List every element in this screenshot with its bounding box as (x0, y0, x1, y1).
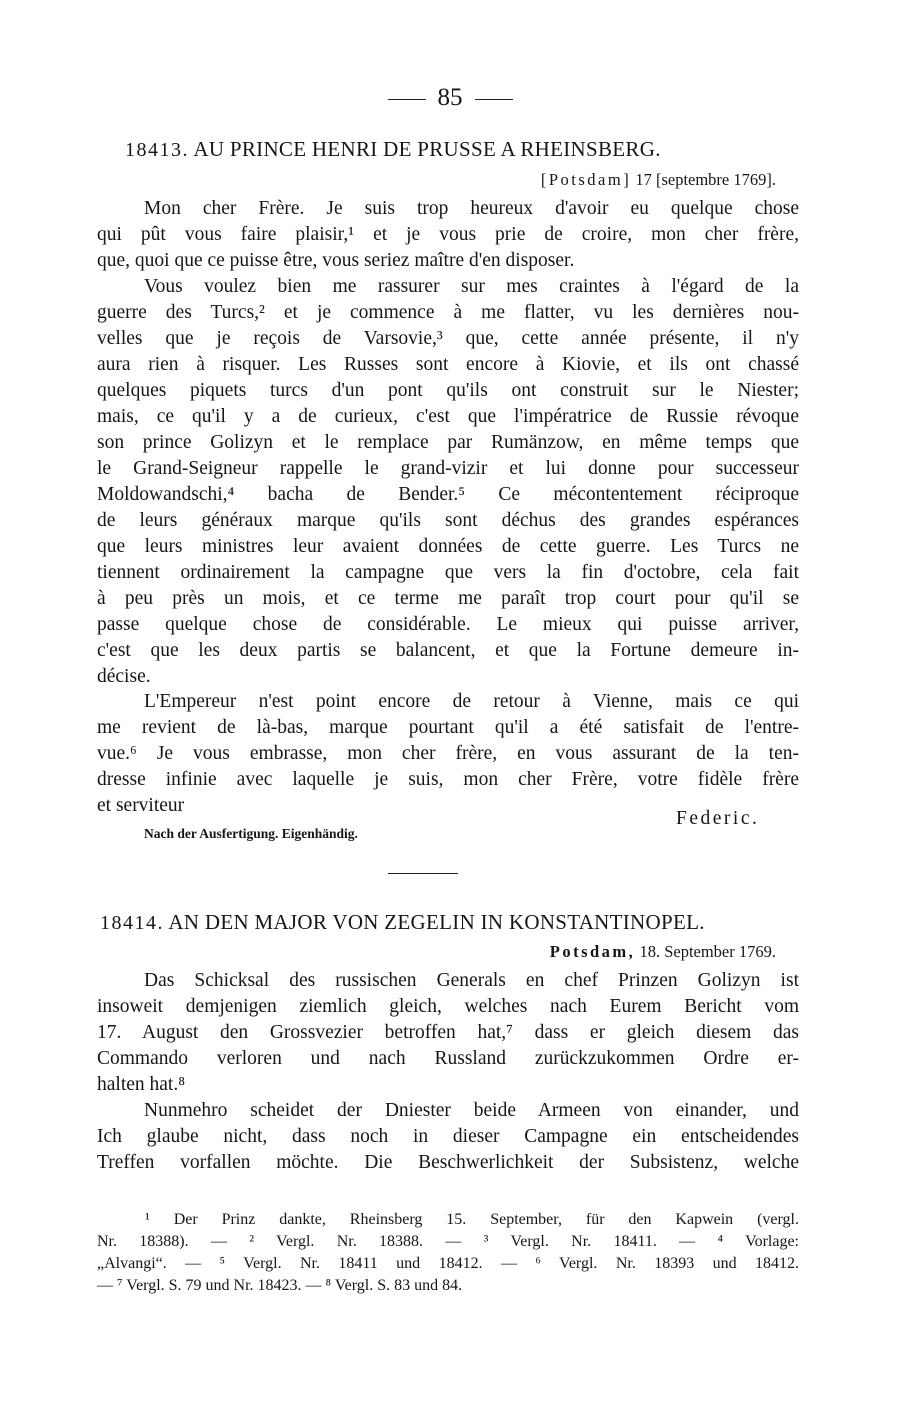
body-line: halten hat.⁸ (97, 1074, 186, 1095)
body-line: guerre des Turcs,² et je commence à me flatter, vu les dernières nou- (97, 302, 799, 323)
body-line: que, quoi que ce puisse être, vous seriez maître d'en disposer. (97, 250, 575, 271)
letter-dateline (550, 942, 776, 962)
dateline-place: Potsdam, (549, 942, 636, 961)
body-line: à peu près un mois, et ce terme me paraît trop court pour qu'il se (97, 588, 799, 609)
body-line: c'est que les deux partis se balancent, et que la Fortune demeure in- (97, 640, 799, 661)
body-line: L'Empereur n'est point encore de retour à Vienne, mais ce qui (144, 691, 799, 712)
body-line: 17. August den Grossvezier betroffen hat,⁷ dass er gleich diesem das (97, 1022, 799, 1043)
signature: Federic. (676, 808, 760, 829)
section-divider (388, 873, 458, 874)
body-line: et serviteur (97, 795, 185, 816)
page-number: 85 (0, 84, 900, 112)
body-line: tiennent ordinairement la campagne que vers la fin d'octobre, cela fait (97, 562, 799, 583)
body-line: Ich glaube nicht, dass noch in dieser Campagne ein entscheidendes (97, 1126, 799, 1147)
dateline-date: [septembre 1769]. (655, 170, 776, 189)
letter-heading (125, 137, 661, 162)
letter-title: AU PRINCE HENRI DE PRUSSE A RHEINSBERG. (193, 137, 661, 161)
dateline-date: 18. September 1769. (639, 942, 776, 961)
footnote-line: Nr. 18388). — ² Vergl. Nr. 18388. — ³ Vergl. Nr. 18411. — ⁴ Vorlage: (97, 1233, 799, 1250)
body-line: Commando verloren und nach Russland zurückzukommen Ordre er- (97, 1048, 799, 1069)
body-line: velles que je reçois de Varsovie,³ que, cette année présente, il n'y (97, 328, 799, 349)
footnote-line: — ⁷ Vergl. S. 79 und Nr. 18423. — ⁸ Vergl. S. 83 und 84. (97, 1277, 463, 1294)
letter-number: 18414. (100, 912, 164, 934)
body-line: son prince Golizyn et le remplace par Rumänzow, en même temps que (97, 432, 799, 453)
body-line: que leurs ministres leur avaient données de cette guerre. Les Turcs ne (97, 536, 799, 557)
body-line: Treffen vorfallen möchte. Die Beschwerlichkeit der Subsistenz, welche (97, 1152, 799, 1173)
footnote-line: ¹ Der Prinz dankte, Rheinsberg 15. September, für den Kapwein (vergl. (145, 1211, 799, 1228)
body-line: aura rien à risquer. Les Russes sont encore à Kiovie, et ils ont chassé (97, 354, 799, 375)
page-number-left-dash (388, 99, 426, 100)
page-number-right-dash (475, 99, 513, 100)
dateline-place: [Potsdam] (540, 170, 632, 189)
letter-heading (100, 910, 705, 935)
dateline-day: 17 (635, 170, 652, 189)
letter-title: AN DEN MAJOR VON ZEGELIN IN KONSTANTINOPEL. (168, 910, 705, 934)
letter-number: 18413. (125, 139, 189, 161)
body-line: qui pût vous faire plaisir,¹ et je vous prie de croire, mon cher frère, (97, 224, 799, 245)
footnote-line: „Alvangi“. — ⁵ Vergl. Nr. 18411 und 18412. — ⁶ Vergl. Nr. 18393 und 18412. (97, 1255, 799, 1272)
body-line: le Grand-Seigneur rappelle le grand-vizir et lui donne pour successeur (97, 458, 799, 479)
body-line: Nunmehro scheidet der Dniester beide Armeen von einander, und (144, 1100, 799, 1121)
body-line: Moldowandschi,⁴ bacha de Bender.⁵ Ce mécontentement réciproque (97, 484, 799, 505)
body-line: passe quelque chose de considérable. Le mieux qui puisse arriver, (97, 614, 799, 635)
body-line: mais, ce qu'il y a de curieux, c'est que l'impératrice de Russie révoque (97, 406, 799, 427)
body-line: Das Schicksal des russischen Generals en chef Prinzen Golizyn ist (144, 970, 799, 991)
source-note: Nach der Ausfertigung. Eigenhändig. (144, 826, 358, 841)
body-line: insoweit demjenigen ziemlich gleich, welches nach Eurem Bericht vom (97, 996, 799, 1017)
body-line: de leurs généraux marque qu'ils sont déchus des grandes espérances (97, 510, 799, 531)
body-line: me revient de là-bas, marque pourtant qu'il a été satisfait de l'entre- (97, 717, 799, 738)
body-line: dresse infinie avec laquelle je suis, mon cher Frère, votre fidèle frère (97, 769, 799, 790)
body-line: quelques piquets turcs d'un pont qu'ils ont construit sur le Niester; (97, 380, 799, 401)
body-line: décise. (97, 666, 151, 687)
body-line: vue.⁶ Je vous embrasse, mon cher frère, en vous assurant de la ten- (97, 743, 799, 764)
body-line: Vous voulez bien me rassurer sur mes craintes à l'égard de la (144, 276, 799, 297)
letter-dateline (541, 170, 776, 190)
body-line: Mon cher Frère. Je suis trop heureux d'avoir eu quelque chose (144, 198, 799, 219)
